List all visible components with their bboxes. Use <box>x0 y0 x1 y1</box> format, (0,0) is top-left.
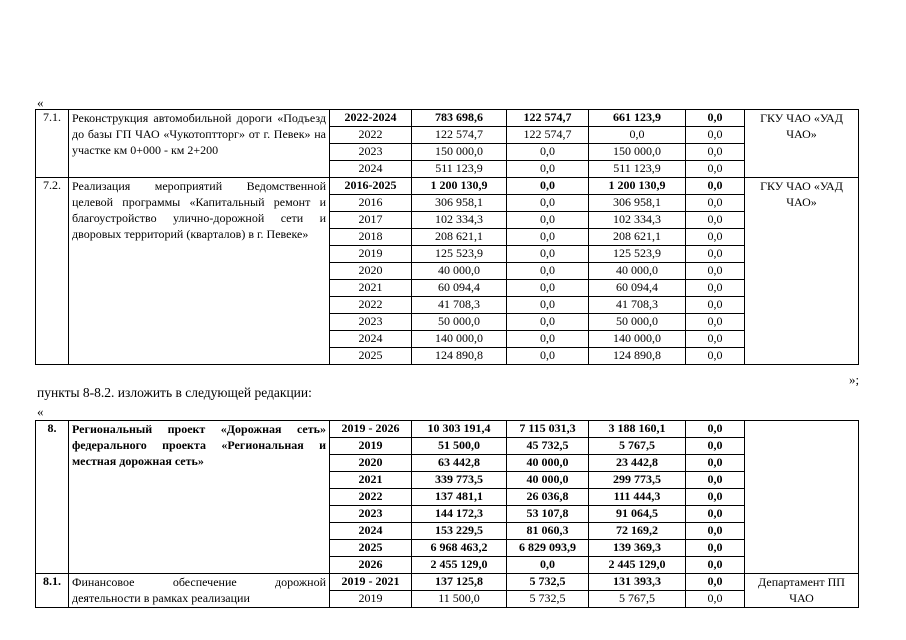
amount-cell: 306 958,1 <box>589 195 686 212</box>
item-name: Региональный проект «Дорожная сеть» федерального проекта «Региональная и местная дорожная сеть» <box>69 421 330 574</box>
amount-cell: 150 000,0 <box>412 144 507 161</box>
close-quote: »; <box>849 372 860 387</box>
amount-cell: 125 523,9 <box>589 246 686 263</box>
amount-cell: 0,0 <box>686 489 745 506</box>
responsible-org: Департамент ПП ЧАО <box>745 574 859 608</box>
amount-cell: 0,0 <box>686 263 745 280</box>
amount-cell: 0,0 <box>507 195 589 212</box>
period-cell: 2021 <box>330 472 412 489</box>
amount-cell: 1 200 130,9 <box>589 178 686 195</box>
amount-cell: 41 708,3 <box>589 297 686 314</box>
amount-cell: 2 445 129,0 <box>589 557 686 574</box>
amount-cell: 0,0 <box>686 438 745 455</box>
amount-cell: 122 574,7 <box>507 110 589 127</box>
amount-cell: 0,0 <box>507 161 589 178</box>
instruction-text: пункты 8-8.2. изложить в следующей редакции: <box>37 385 312 400</box>
amount-cell: 45 732,5 <box>507 438 589 455</box>
amount-cell: 0,0 <box>686 574 745 591</box>
period-cell: 2023 <box>330 506 412 523</box>
amount-cell: 0,0 <box>686 472 745 489</box>
responsible-org <box>745 421 859 574</box>
amount-cell: 0,0 <box>686 195 745 212</box>
period-cell: 2019 <box>330 246 412 263</box>
amount-cell: 0,0 <box>686 314 745 331</box>
period-cell: 2024 <box>330 331 412 348</box>
program-table-1 <box>35 109 859 365</box>
period-cell: 2023 <box>330 144 412 161</box>
amount-cell: 0,0 <box>686 506 745 523</box>
amount-cell: 5 767,5 <box>589 591 686 608</box>
amount-cell: 339 773,5 <box>412 472 507 489</box>
period-cell: 2019 <box>330 591 412 608</box>
amount-cell: 0,0 <box>686 523 745 540</box>
amount-cell: 0,0 <box>686 591 745 608</box>
amount-cell: 511 123,9 <box>412 161 507 178</box>
amount-cell: 5 732,5 <box>507 591 589 608</box>
amount-cell: 0,0 <box>686 557 745 574</box>
period-cell: 2025 <box>330 540 412 557</box>
amount-cell: 783 698,6 <box>412 110 507 127</box>
amount-cell: 81 060,3 <box>507 523 589 540</box>
amount-cell: 102 334,3 <box>589 212 686 229</box>
amount-cell: 124 890,8 <box>412 348 507 365</box>
amount-cell: 6 968 463,2 <box>412 540 507 557</box>
amount-cell: 11 500,0 <box>412 591 507 608</box>
amount-cell: 0,0 <box>686 212 745 229</box>
amount-cell: 139 369,3 <box>589 540 686 557</box>
item-number: 7.2. <box>36 178 69 365</box>
amount-cell: 0,0 <box>686 127 745 144</box>
amount-cell: 102 334,3 <box>412 212 507 229</box>
amount-cell: 140 000,0 <box>589 331 686 348</box>
table-row <box>36 110 859 127</box>
amount-cell: 144 172,3 <box>412 506 507 523</box>
amount-cell: 0,0 <box>507 297 589 314</box>
period-cell: 2021 <box>330 280 412 297</box>
amount-cell: 511 123,9 <box>589 161 686 178</box>
amount-cell: 50 000,0 <box>412 314 507 331</box>
amount-cell: 0,0 <box>686 455 745 472</box>
amount-cell: 2 455 129,0 <box>412 557 507 574</box>
amount-cell: 140 000,0 <box>412 331 507 348</box>
item-name: Реализация мероприятий Ведомственной целевой программы «Капитальный ремонт и благоустройство улично-дорожной сети и дворовых территорий (кварталов) в г. Певеке» <box>69 178 330 365</box>
amount-cell: 137 125,8 <box>412 574 507 591</box>
amount-cell: 1 200 130,9 <box>412 178 507 195</box>
amount-cell: 0,0 <box>686 161 745 178</box>
amount-cell: 0,0 <box>589 127 686 144</box>
amount-cell: 53 107,8 <box>507 506 589 523</box>
amount-cell: 40 000,0 <box>507 455 589 472</box>
item-number: 8. <box>36 421 69 574</box>
amount-cell: 0,0 <box>686 421 745 438</box>
amount-cell: 0,0 <box>507 178 589 195</box>
amount-cell: 50 000,0 <box>589 314 686 331</box>
period-cell: 2022-2024 <box>330 110 412 127</box>
open-quote-2: « <box>37 404 44 419</box>
item-name: Финансовое обеспечение дорожной деятельности в рамках реализации <box>69 574 330 608</box>
amount-cell: 3 188 160,1 <box>589 421 686 438</box>
amount-cell: 5 767,5 <box>589 438 686 455</box>
amount-cell: 0,0 <box>686 110 745 127</box>
amount-cell: 72 169,2 <box>589 523 686 540</box>
amount-cell: 208 621,1 <box>589 229 686 246</box>
period-cell: 2024 <box>330 161 412 178</box>
period-cell: 2023 <box>330 314 412 331</box>
open-quote-1: « <box>37 95 44 110</box>
period-cell: 2022 <box>330 127 412 144</box>
amount-cell: 137 481,1 <box>412 489 507 506</box>
period-cell: 2016 <box>330 195 412 212</box>
item-number: 7.1. <box>36 110 69 178</box>
period-cell: 2016-2025 <box>330 178 412 195</box>
amount-cell: 306 958,1 <box>412 195 507 212</box>
amount-cell: 0,0 <box>507 348 589 365</box>
responsible-org: ГКУ ЧАО «УАД ЧАО» <box>745 178 859 365</box>
amount-cell: 0,0 <box>686 144 745 161</box>
amount-cell: 111 444,3 <box>589 489 686 506</box>
amount-cell: 131 393,3 <box>589 574 686 591</box>
amount-cell: 153 229,5 <box>412 523 507 540</box>
responsible-org: ГКУ ЧАО «УАД ЧАО» <box>745 110 859 178</box>
amount-cell: 0,0 <box>686 348 745 365</box>
amount-cell: 0,0 <box>686 246 745 263</box>
period-cell: 2025 <box>330 348 412 365</box>
period-cell: 2024 <box>330 523 412 540</box>
amount-cell: 51 500,0 <box>412 438 507 455</box>
amount-cell: 26 036,8 <box>507 489 589 506</box>
amount-cell: 124 890,8 <box>589 348 686 365</box>
amount-cell: 0,0 <box>507 246 589 263</box>
amount-cell: 0,0 <box>686 280 745 297</box>
period-cell: 2017 <box>330 212 412 229</box>
amount-cell: 0,0 <box>686 297 745 314</box>
item-name: Реконструкция автомобильной дороги «Подъезд до базы ГП ЧАО «Чукотоптторг» от г. Певек» на участке км 0+000 - км 2+200 <box>69 110 330 178</box>
amount-cell: 0,0 <box>507 557 589 574</box>
amount-cell: 41 708,3 <box>412 297 507 314</box>
amount-cell: 661 123,9 <box>589 110 686 127</box>
amount-cell: 0,0 <box>686 229 745 246</box>
period-cell: 2018 <box>330 229 412 246</box>
period-cell: 2026 <box>330 557 412 574</box>
amount-cell: 0,0 <box>507 212 589 229</box>
amount-cell: 150 000,0 <box>589 144 686 161</box>
amount-cell: 40 000,0 <box>412 263 507 280</box>
table-row <box>36 421 859 438</box>
table-row <box>36 574 859 591</box>
amount-cell: 0,0 <box>686 178 745 195</box>
amount-cell: 0,0 <box>686 331 745 348</box>
amount-cell: 0,0 <box>507 331 589 348</box>
amount-cell: 0,0 <box>507 314 589 331</box>
amount-cell: 122 574,7 <box>507 127 589 144</box>
amount-cell: 7 115 031,3 <box>507 421 589 438</box>
period-cell: 2020 <box>330 263 412 280</box>
amount-cell: 0,0 <box>507 144 589 161</box>
amount-cell: 0,0 <box>507 280 589 297</box>
amount-cell: 0,0 <box>686 540 745 557</box>
amount-cell: 91 064,5 <box>589 506 686 523</box>
program-table-2 <box>35 420 859 608</box>
period-cell: 2019 - 2021 <box>330 574 412 591</box>
amount-cell: 10 303 191,4 <box>412 421 507 438</box>
amount-cell: 0,0 <box>507 229 589 246</box>
amount-cell: 40 000,0 <box>589 263 686 280</box>
period-cell: 2022 <box>330 297 412 314</box>
amount-cell: 125 523,9 <box>412 246 507 263</box>
period-cell: 2022 <box>330 489 412 506</box>
period-cell: 2019 <box>330 438 412 455</box>
amount-cell: 208 621,1 <box>412 229 507 246</box>
period-cell: 2020 <box>330 455 412 472</box>
amount-cell: 299 773,5 <box>589 472 686 489</box>
amount-cell: 0,0 <box>507 263 589 280</box>
amount-cell: 23 442,8 <box>589 455 686 472</box>
amount-cell: 6 829 093,9 <box>507 540 589 557</box>
amount-cell: 122 574,7 <box>412 127 507 144</box>
amount-cell: 60 094,4 <box>412 280 507 297</box>
amount-cell: 5 732,5 <box>507 574 589 591</box>
item-number: 8.1. <box>36 574 69 608</box>
period-cell: 2019 - 2026 <box>330 421 412 438</box>
amount-cell: 60 094,4 <box>589 280 686 297</box>
amount-cell: 63 442,8 <box>412 455 507 472</box>
amount-cell: 40 000,0 <box>507 472 589 489</box>
table-row <box>36 178 859 195</box>
